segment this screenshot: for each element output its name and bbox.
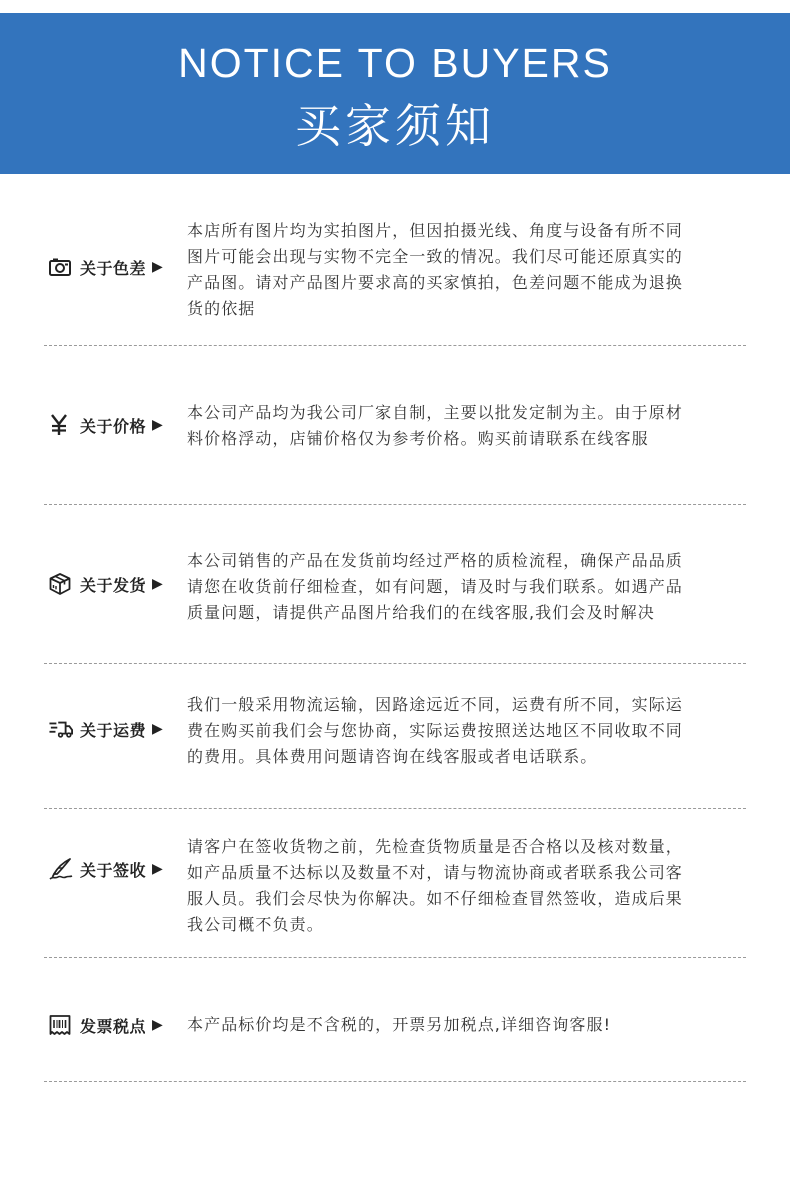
- body-line: 服人员。我们会尽快为你解决。如不仔细检查冒然签收，造成后果: [187, 889, 683, 908]
- divider: [44, 808, 746, 809]
- arrow-right-icon: ▶: [152, 1017, 163, 1033]
- divider: [44, 504, 746, 505]
- section-title: 关于发货: [80, 575, 147, 595]
- section-label: [44, 571, 184, 597]
- section-body: [187, 218, 739, 322]
- arrow-right-icon: ▶: [152, 721, 163, 737]
- arrow-right-icon: ▶: [152, 417, 163, 433]
- body-line: 产品图。请对产品图片要求高的买家慎拍，色差问题不能成为退换: [187, 273, 683, 292]
- header-title-en: NOTICE TO BUYERS: [178, 40, 612, 86]
- divider: [44, 957, 746, 958]
- body-line: 请您在收货前仔细检查，如有问题，请及时与我们联系。如遇产品: [187, 577, 683, 596]
- body-line: 图片可能会出现与实物不完全一致的情况。我们尽可能还原真实的: [187, 247, 683, 266]
- section-label: [44, 412, 184, 438]
- body-line: 我公司概不负责。: [187, 915, 324, 934]
- body-line: 料价格浮动，店铺价格仅为参考价格。购买前请联系在线客服: [187, 429, 649, 448]
- body-line: 费在购买前我们会与您协商，实际运费按照送达地区不同收取不同: [187, 721, 683, 740]
- body-line: 请客户在签收货物之前，先检查货物质量是否合格以及核对数量，: [187, 837, 683, 856]
- arrow-right-icon: ▶: [152, 259, 163, 275]
- body-line: 本公司产品均为我公司厂家自制，主要以批发定制为主。由于原材: [187, 403, 683, 422]
- section-body: [187, 548, 739, 626]
- section-title: 关于签收: [80, 860, 147, 880]
- invoice-icon: [49, 1014, 73, 1036]
- body-line: 质量问题，请提供产品图片给我们的在线客服,我们会及时解决: [187, 603, 655, 622]
- divider: [44, 1081, 746, 1082]
- section-label: [44, 254, 184, 280]
- body-line: 货的依据: [187, 299, 256, 318]
- section-title: 关于价格: [80, 416, 147, 436]
- divider: [44, 663, 746, 664]
- divider: [44, 345, 746, 346]
- body-line: 本产品标价均是不含税的，开票另加税点,详细咨询客服!: [187, 1015, 612, 1034]
- header-banner: [0, 13, 790, 174]
- section-body: [187, 400, 739, 452]
- section-title: 关于色差: [80, 258, 147, 278]
- section-body: [187, 692, 739, 770]
- pen-signature-icon: [49, 858, 73, 880]
- section-label: [44, 1012, 184, 1038]
- section-title: 关于运费: [80, 720, 147, 740]
- section-label: [44, 716, 184, 742]
- yen-icon: [49, 414, 73, 436]
- body-line: 如产品质量不达标以及数量不对，请与物流协商或者联系我公司客: [187, 863, 683, 882]
- body-line: 我们一般采用物流运输，因路途远近不同，运费有所不同，实际运: [187, 695, 683, 714]
- body-line: 的费用。具体费用问题请咨询在线客服或者电话联系。: [187, 747, 598, 766]
- section-title: 发票税点: [80, 1016, 147, 1036]
- header-title-zh: 买家须知: [295, 99, 495, 153]
- package-icon: [49, 573, 73, 595]
- body-line: 本店所有图片均为实拍图片，但因拍摄光线、角度与设备有所不同: [187, 221, 683, 240]
- section-label: [44, 856, 184, 882]
- body-line: 本公司销售的产品在发货前均经过严格的质检流程，确保产品品质: [187, 551, 683, 570]
- arrow-right-icon: ▶: [152, 861, 163, 877]
- section-body: [187, 834, 739, 938]
- truck-icon: [49, 718, 73, 740]
- section-body: [187, 1012, 739, 1038]
- camera-icon: [49, 256, 73, 278]
- arrow-right-icon: ▶: [152, 576, 163, 592]
